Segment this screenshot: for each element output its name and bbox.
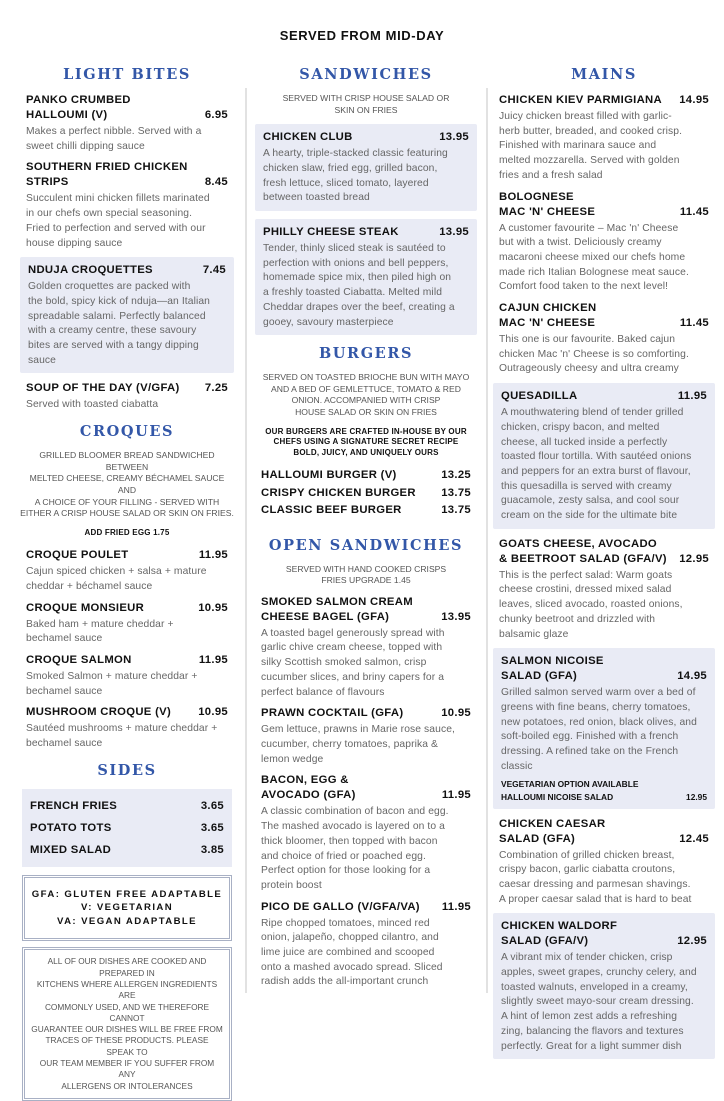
section-note: SERVED WITH HAND COOKED CRISPS FRIES UPGRADE 1.45 [285,563,447,586]
column-left [20,56,234,1101]
menu-item-price: 10.95 [198,601,228,614]
menu-item-header [499,817,709,847]
menu-item-price: 6.95 [204,109,228,121]
menu-item-header [30,817,224,839]
menu-item-name: SOUTHERN FRIED CHICKEN STRIPS [26,161,188,189]
menu-item [20,653,234,699]
menu-item-name: CROQUE SALMON [26,654,132,667]
menu-item-price: 11.95 [441,900,471,913]
option-label-text: VEGETARIAN OPTION AVAILABLE [501,778,639,789]
menu-item-name: FRENCH FRIES [30,799,118,812]
dietary-legend [22,875,232,942]
menu-item-name: BOLOGNESE MAC 'N' CHEESE [499,190,596,218]
menu-item-description: A customer favourite – Mac 'n' Cheese but with a twist. Deliciously creamy macaroni cheese mixed our chefs home made rich Italian Bolognese meat sauce. Comfort food taken to the next level! [499,222,689,293]
menu-item-price: 7.25 [204,382,228,395]
section-note: GRILLED BLOOMER BREAD SANDWICHED BETWEEN MELTED CHEESE, CREAMY BÉCHAMEL SAUCE AND A CHOICE OF YOUR FILLING - SERVED WITH EITHER A CRISP HOUSE SALAD OR SKIN ON FRIES. [20,450,234,519]
menu-item-header [261,773,471,803]
allergen-notice: ALL OF OUR DISHES ARE COOKED AND PREPARED IN KITCHENS WHERE ALLERGEN INGREDIENTS ARE COMMONLY USED, AND WE THEREFORE CANNOT GUARANTEE OUR DISHES WILL BE FREE FROM TRACES OF THESE PRODUCTS. PLEASE SPEAK TO OUR TEAM MEMBER IF YOU SUFFER FROM ANY ALLERGENS OR INTOLERANCES [22,947,232,1101]
menu-item-description: A hearty, triple-stacked classic featuring chicken slaw, fried egg, grilled bacon, fresh lettuce, sliced tomato, layered between toasted bread [263,148,448,204]
menu-item [20,705,234,751]
menu-item-description: A classic combination of bacon and egg. The mashed avocado is layered on to a thick bloomer, then topped with bacon and choice of fried or poached egg. Perfect option for those looking for a protein boost [261,806,449,891]
menu-item-name: CAJUN CHICKEN MAC 'N' CHEESE [499,302,597,330]
menu-item-header [501,919,707,949]
menu-item-description: This one is our favourite. Baked cajun chicken Mac 'n' Cheese is so comforting. Outrageously cheesy and ultra creamy [499,334,689,375]
menu-item-price: 12.45 [679,832,709,845]
menu-item-price: 8.45 [204,176,228,189]
menu-item-name: CRISPY CHICKEN BURGER [261,486,416,499]
menu-item-description: Succulent mini chicken fillets marinated in our chefs own special seasoning. Fried to perfection and served with our house dipping sauce [26,193,210,249]
menu-item-name: MIXED SALAD [30,843,112,856]
column-divider [245,88,247,993]
option-item-name: HALLOUMI NICOISE SALAD [501,791,614,802]
menu-item-name: SOUP OF THE DAY (V/GFA) [26,382,180,395]
menu-item-description: A vibrant mix of tender chicken, crisp apples, sweet grapes, crunchy celery, and toasted walnuts, enveloped in a creamy, slightly sweet mayo-sour cream dressing. A hint of lemon zest adds a refreshing zing, balancing the flavors and textures perfectly. Great for a light summer dish [501,952,697,1052]
open-sandwiches-section [255,537,477,991]
menu-item [493,383,715,529]
menu-item-name: QUESADILLA [501,390,578,403]
menu-item-name: BACON, EGG & AVOCADO (GFA) [261,774,356,802]
menu-item [493,648,715,808]
menu-item-header [263,130,469,145]
menu-item-header [261,503,471,519]
menu-item-name: CROQUE MONSIEUR [26,601,145,614]
menu-item-header [499,537,709,567]
menu-item [255,219,477,335]
menu-item-description: A toasted bagel generously spread with garlic chive cream cheese, topped with silky Scottish smoked salmon, crisp cucumber slices, and briny capers for a perfect balance of flavours [261,627,445,698]
menu-item-description: Gem lettuce, prawns in Marie rose sauce, cucumber, cherry tomatoes, paprika & lemon wedge [261,724,455,765]
menu-item-header [30,795,224,817]
section-note: SERVED ON TOASTED BRIOCHE BUN WITH MAYO AND A BED OF GEMLETTUCE, TOMATO & RED ONION. ACCOMPANIED WITH CRISP HOUSE SALAD OR SKIN ON FRIES [262,372,470,417]
menu-item-name: PANKO CRUMBED HALLOUMI (V) [26,94,131,121]
menu-item-description: Sautéed mushrooms + mature cheddar + bechamel sauce [26,723,218,750]
menu-item-price: 11.95 [441,789,471,802]
mains-section [493,66,715,1059]
menu-item-header [26,381,228,396]
section-heading: SIDES [97,761,157,779]
menu-item-name: MUSHROOM CROQUE (V) [26,706,172,719]
section-heading: CROQUES [79,423,175,441]
sides-list [22,789,232,867]
menu-item-price: 13.95 [439,226,469,238]
menu-item-price: 3.65 [200,799,224,812]
menu-item-description: Combination of grilled chicken breast, crispy bacon, garlic ciabatta croutons, caesar dressing and parmesan shavings. A proper caesar salad that is hard to beat [499,849,692,905]
menu-item-header [26,705,228,720]
menu-item-price: 11.45 [679,317,709,330]
menu-item-name: CLASSIC BEEF BURGER [261,504,402,517]
menu-item-name: HALLOUMI BURGER (V) [261,469,397,482]
menu-item-name: CHICKEN CLUB [263,131,353,144]
menu-item [30,817,224,839]
option-item [501,791,707,804]
menu-item [493,913,715,1059]
menu-item-header [28,263,226,278]
menu-item-price: 11.95 [677,390,707,403]
menu-item-price: 14.95 [677,670,707,683]
menu-item [255,595,477,701]
section-heading: MAINS [571,66,637,83]
menu-item-header [499,301,709,331]
menu-item-description: Ripe chopped tomatoes, minced red onion, jalapeño, chopped cilantro, and lime juice are combined and scooped onto a mashed avocado spread. Sliced radish adds the all-important crunch [261,917,443,988]
menu-item-price: 12.95 [677,935,707,948]
menu-item-description: Grilled salmon served warm over a bed of greens with fine beans, cherry tomatoes, new potatoes, red onion, black olives, and soft-boiled egg. Finished with a french dressing. A refined take on the French classic [501,687,697,772]
menu-item-header [261,900,471,915]
menu-item-price: 13.95 [439,131,469,144]
menu-item-name: SALMON NICOISE SALAD (GFA) [501,655,604,683]
sides-section [20,762,234,867]
menu-item-header [261,595,471,625]
menu-item-price: 11.95 [198,654,228,667]
menu-item [493,301,715,377]
menu-item [20,160,234,251]
menu-item-price: 3.85 [200,843,224,856]
menu-item [255,468,477,484]
column-right [493,56,715,1067]
menu-item-price: 11.45 [679,205,709,218]
menu-item-price: 3.65 [200,821,224,834]
menu-item-name: GOATS CHEESE, AVOCADO & BEETROOT SALAD (GFA/V) [499,537,667,565]
menu-item-description: Golden croquettes are packed with the bold, spicy kick of nduja—an Italian spreadable salami. Perfectly balanced with a creamy centre, these savoury bites are served with a tangy dipping sauce [28,281,211,366]
menu-item-header [26,160,228,190]
column-divider [486,88,488,993]
column-middle [255,56,477,996]
menu-item [255,486,477,502]
menu-item-header [499,190,709,220]
menu-item [255,503,477,519]
menu-item-price: 13.75 [441,486,471,499]
menu-item-name: PICO DE GALLO (V/GFA/VA) [261,900,420,913]
menu-item-name: NDUJA CROQUETTES [28,264,153,277]
menu-item-price: 13.25 [441,469,471,482]
menu-item-price: 10.95 [441,707,471,720]
menu-item-description: Cajun spiced chicken + salsa + mature cheddar + béchamel sauce [26,566,207,592]
menu-item-description: Juicy chicken breast filled with garlic- herb butter, breaded, and cooked crisp. Finished with marinara sauce and melted mozzarella. Served with golden fries and a fresh salad [499,111,683,181]
menu-item [493,537,715,643]
option-label [501,778,707,791]
menu-item-description: Tender, thinly sliced steak is sautéed to perfection with onions and bell peppers, homemade spice mix, then piled high on a freshly toasted Ciabatta. Melted mild Cheddar drapes over the beef, creating a gooey, savoury masterpiece [263,243,455,328]
menu-item-header [501,654,707,684]
menu-item [20,93,234,154]
croques-section [20,423,234,752]
menu-item-price: 7.45 [202,264,226,277]
menu-item-price: 10.95 [198,706,228,719]
menu-item [255,124,477,211]
section-heading: LIGHT BITES [63,66,191,83]
menu-item-description: This is the perfect salad: Warm goats cheese crostini, dressed mixed salad leaves, sliced avocado, roasted onions, chunky beetroot and drizzled with balsamic glaze [499,569,683,640]
menu-item-name: POTATO TOTS [30,821,112,834]
menu-item-header [261,486,471,502]
menu-item-description: Smoked Salmon + mature cheddar + bechamel sauce [26,671,198,697]
menu-item-name: SMOKED SALMON CREAM CHEESE BAGEL (GFA) [261,595,413,623]
menu-item [20,548,234,594]
menu-item [493,93,715,184]
menu-item-name: PRAWN COCKTAIL (GFA) [261,707,404,720]
menu-item-name: CHICKEN WALDORF SALAD (GFA/V) [501,920,618,948]
menu-item-price: 11.95 [198,549,228,562]
menu-item-header [501,389,707,404]
menu-item [30,795,224,817]
section-heading: BURGERS [318,345,414,363]
menu-item [255,900,477,991]
menu-item-header [26,601,228,616]
menu-item-name: CHICKEN KIEV PARMIGIANA [499,94,662,106]
option-item-price: 12.95 [686,791,707,802]
menu-item [493,190,715,296]
menu-item-description: Makes a perfect nibble. Served with a sweet chilli dipping sauce [26,126,202,152]
section-heading: OPEN SANDWICHES [268,536,464,554]
menu-item-header [263,225,469,240]
menu-item-name: CHICKEN CAESAR SALAD (GFA) [499,817,606,845]
section-note-bold: OUR BURGERS ARE CRAFTED IN-HOUSE BY OUR CHEFS USING A SIGNATURE SECRET RECIPE BOLD, JUICY, AND UNIQUELY OURS [265,426,467,457]
menu-item [30,839,224,861]
menu-item-header [26,653,228,668]
legend-line: V: VEGETARIAN [80,902,174,914]
menu-item-header [26,548,228,563]
sandwiches-section [255,66,477,335]
menu-item-price: 12.95 [679,552,709,565]
menu-item [20,601,234,647]
burgers-section [255,345,477,518]
menu-item-header [261,706,471,721]
menu-item-description: A mouthwatering blend of tender grilled chicken, crispy bacon, and melted cheese, all tucked inside a perfectly toasted flour tortilla. With sautéed onions and peppers for an extra burst of flavour, this quesadilla is served with creamy guacamole, zesty salsa, and cool sour cream on the side for the ultimate bite [501,407,692,522]
menu-item-header [261,468,471,484]
menu-item-name: CROQUE POULET [26,549,129,562]
menu-item-price: 13.75 [441,504,471,517]
menu-item-price: 13.95 [441,610,471,623]
legend-line: VA: VEGAN ADAPTABLE [57,915,197,927]
menu-item [20,257,234,373]
menu-item-header [499,93,709,108]
legend-line: GFA: GLUTEN FREE ADAPTABLE [31,888,223,900]
section-heading: SANDWICHES [299,66,433,83]
menu-item-description: Served with toasted ciabatta [26,399,159,411]
menu-item-header [30,839,224,861]
menu-item-description: Baked ham + mature cheddar + bechamel sauce [26,618,174,645]
menu-item [20,381,234,413]
section-note: SERVED WITH CRISP HOUSE SALAD OR SKIN ON FRIES [282,93,450,115]
menu-item-price: 14.95 [679,94,709,106]
menu-item-header [26,93,228,123]
section-note-bold: ADD FRIED EGG 1.75 [84,527,170,537]
menu-item-name: PHILLY CHEESE STEAK [263,226,399,238]
light-bites-section [20,66,234,413]
menu-item [493,817,715,908]
menu-item [255,773,477,893]
menu-item [255,706,477,767]
menu-title: SERVED FROM MID-DAY [279,28,445,43]
